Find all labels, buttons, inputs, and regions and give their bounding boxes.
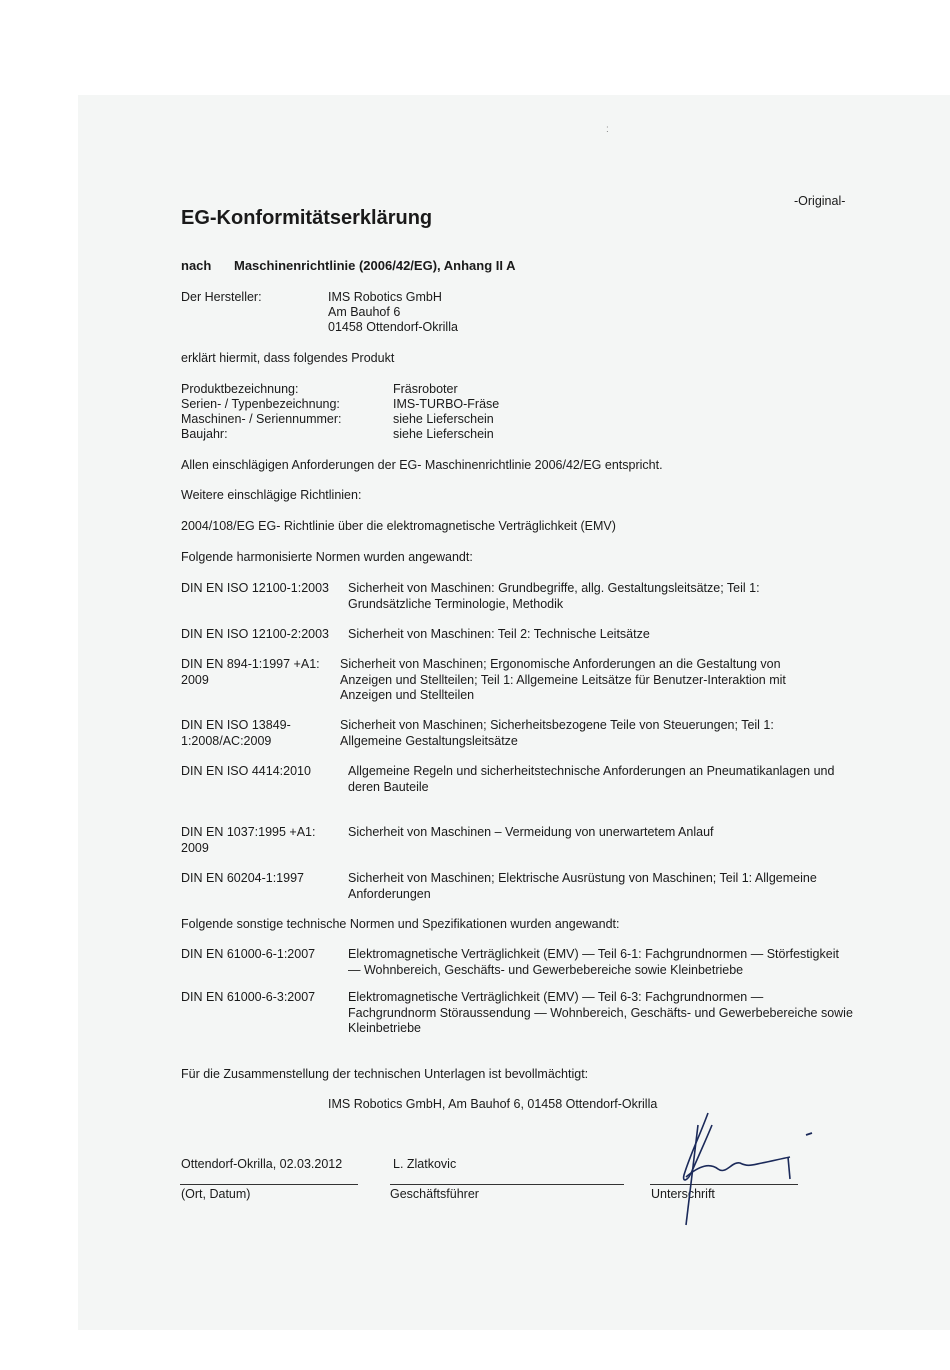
norm-description: Sicherheit von Maschinen; Ergonomische Anforderungen an die Gestaltung von Anzeigen und Stellteilen; Teil 1: Allgemeine Leitsätze für Benutzer-Interaktion mit Anzeigen und Stellteilen [340, 657, 786, 702]
place-date-line [180, 1184, 358, 1185]
product-label: Produktbezeichnung: [181, 382, 299, 396]
norm-description: Allgemeine Regeln und sicherheitstechnische Anforderungen an Pneumatikanlagen und deren Bauteile [348, 764, 835, 794]
product-value: IMS-TURBO-Fräse [393, 397, 500, 411]
signature-label: Unterschrift [651, 1187, 715, 1201]
product-label: Maschinen- / Seriennummer: [181, 412, 342, 426]
product-value: Fräsroboter [393, 382, 458, 396]
other-norm-description: Elektromagnetische Verträglichkeit (EMV) — Teil 6-3: Fachgrundnormen — Fachgrundnorm Störaussendung — Wohnbereich, Geschäfts- und Gewerbebereiche sowie Kleinbetriebe [348, 990, 853, 1035]
norm-description: Sicherheit von Maschinen – Vermeidung von unerwartetem Anlauf [348, 825, 714, 839]
norm-code: DIN EN ISO 4414:2010 [181, 764, 311, 778]
norm-code: DIN EN 894-1:1997 +A1: 2009 [181, 657, 320, 687]
place-date-label: (Ort, Datum) [181, 1187, 251, 1201]
authorized-person: IMS Robotics GmbH, Am Bauhof 6, 01458 Ottendorf-Okrilla [328, 1097, 658, 1111]
manufacturer-name: IMS Robotics GmbH [328, 290, 442, 304]
document-subtitle: Maschinenrichtlinie (2006/42/EG), Anhang II A [234, 258, 516, 273]
product-label: Serien- / Typenbezeichnung: [181, 397, 340, 411]
norm-code: DIN EN 60204-1:1997 [181, 871, 304, 885]
norm-description: Sicherheit von Maschinen: Teil 2: Technische Leitsätze [348, 627, 650, 641]
norm-description: Sicherheit von Maschinen: Grundbegriffe, allg. Gestaltungsleitsätze; Teil 1: Grundsätzliche Terminologie, Methodik [348, 581, 760, 611]
authorized-heading: Für die Zusammenstellung der technischen Unterlagen ist bevollmächtigt: [181, 1067, 589, 1081]
product-label: Baujahr: [181, 427, 228, 441]
signer-name: L. Zlatkovic [393, 1157, 457, 1171]
harmonized-norms-heading: Folgende harmonisierte Normen wurden angewandt: [181, 550, 473, 564]
norm-description: Sicherheit von Maschinen; Elektrische Ausrüstung von Maschinen; Teil 1: Allgemeine Anforderungen [348, 871, 817, 901]
norm-description: Sicherheit von Maschinen; Sicherheitsbezogene Teile von Steuerungen; Teil 1: Allgemeine Gestaltungsleitsätze [340, 718, 774, 748]
other-norm-code: DIN EN 61000-6-3:2007 [181, 990, 316, 1004]
other-norm-code: DIN EN 61000-6-1:2007 [181, 947, 316, 961]
signer-line [390, 1184, 624, 1185]
manufacturer-street: Am Bauhof 6 [328, 305, 401, 319]
product-value: siehe Lieferschein [393, 412, 494, 426]
other-norm-description: Elektromagnetische Verträglichkeit (EMV) — Teil 6-1: Fachgrundnormen — Störfestigkeit — Wohnbereich, Geschäfts- und Gewerbebereiche sowie Kleinbetriebe [348, 947, 839, 977]
norm-code: DIN EN ISO 12100-1:2003 [181, 581, 329, 595]
original-label: -Original- [794, 194, 846, 208]
product-value: siehe Lieferschein [393, 427, 494, 441]
scan-speck: : [606, 124, 609, 135]
manufacturer-city: 01458 Ottendorf-Okrilla [328, 320, 458, 334]
place-date: Ottendorf-Okrilla, 02.03.2012 [181, 1157, 343, 1171]
signer-label: Geschäftsführer [390, 1187, 479, 1201]
norm-code: DIN EN ISO 13849-1:2008/AC:2009 [181, 718, 291, 748]
declaration-text: erklärt hiermit, dass folgendes Produkt [181, 351, 395, 365]
document-title: EG-Konformitätserklärung [181, 207, 433, 229]
norm-code: DIN EN ISO 12100-2:2003 [181, 627, 329, 641]
further-directives-heading: Weitere einschlägige Richtlinien: [181, 488, 362, 502]
subtitle-prefix: nach [181, 258, 212, 273]
manufacturer-label: Der Hersteller: [181, 290, 262, 304]
emv-directive: 2004/108/EG EG- Richtlinie über die elektromagnetische Verträglichkeit (EMV) [181, 519, 616, 533]
other-norms-heading: Folgende sonstige technische Normen und Spezifikationen wurden angewandt: [181, 917, 620, 931]
handwritten-signature [640, 1105, 820, 1230]
norm-code: DIN EN 1037:1995 +A1: 2009 [181, 825, 316, 855]
conformity-statement: Allen einschlägigen Anforderungen der EG- Maschinenrichtlinie 2006/42/EG entspricht. [181, 458, 663, 472]
